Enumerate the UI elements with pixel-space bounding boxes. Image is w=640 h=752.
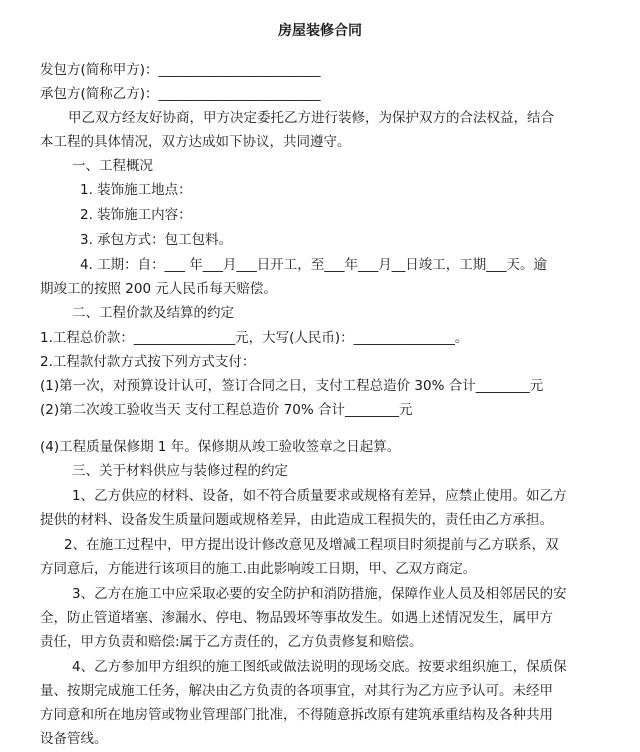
list-item-continuation: 期竣工的按照 200 元人民币每天赔偿。	[40, 281, 277, 297]
paragraph-line: 方同意后，方能进行该项目的施工.由此影响竣工日期，甲、乙双方商定。	[40, 561, 477, 577]
paragraph-line: 责任，甲方负责和赔偿:属于乙方责任的，乙方负责修复和赔偿。	[40, 634, 423, 650]
list-item: 2. 装饰施工内容：	[80, 207, 192, 223]
list-item: 4. 工期：自：___ 年___月___日开工，至___年___月__日竣工，工期___天。逾	[80, 257, 547, 273]
paragraph-line: 2、在施工过程中，甲方提出设计修改意见及增减工程项目时须提前与乙方联系，双	[64, 537, 559, 553]
party-b-line: 承包方(简称乙方)：________________________	[40, 86, 321, 102]
list-item: 2.工程款付款方式按下列方式支付：	[40, 354, 256, 370]
paragraph-line: 全，防止管道堵塞、渗漏水、停电、物品毁坏等事故发生。如遇上述情况发生，属甲方	[40, 610, 553, 626]
list-item: 1. 装饰施工地点：	[80, 182, 192, 198]
party-a-line: 发包方(简称甲方)：________________________	[40, 62, 321, 78]
paragraph-line: 提供的材料、设备发生质量问题或规格差异，由此造成工程损失的，责任由乙方承担。	[40, 512, 553, 528]
paragraph-line: 3、乙方在施工中应采取必要的安全防护和消防措施，保障作业人员及相邻居民的安	[72, 586, 567, 602]
payment-item: (1)第一次，对预算设计认可，签订合同之日，支付工程总造价 30% 合计________元	[40, 378, 544, 394]
document-title: 房屋装修合同	[278, 23, 362, 39]
paragraph-line: 方同意和所在地房管或物业管理部门批准，不得随意拆改原有建筑承重结构及各种共用	[40, 707, 553, 723]
intro-paragraph-line: 本工程的具体情况，双方达成如下协议，共同遵守。	[40, 134, 351, 150]
section-2-heading: 二、工程价款及结算的约定	[72, 305, 234, 321]
paragraph-line: 4、乙方参加甲方组织的施工图纸或做法说明的现场交底。按要求组织施工，保质保	[72, 659, 567, 675]
paragraph-line: 设备管线。	[40, 731, 108, 747]
list-item: 3. 承包方式：包工包料。	[80, 232, 233, 248]
intro-paragraph-line: 甲乙双方经友好协商，甲方决定委托乙方进行装修，为保护双方的合法权益，结合	[68, 110, 554, 126]
paragraph-line: 量、按期完成施工任务，解决由乙方负责的各项事宜，对其行为乙方应予认可。未经甲	[40, 683, 553, 699]
payment-item: (2)第二次竣工验收当天 支付工程总造价 70% 合计________元	[40, 402, 413, 418]
section-1-heading: 一、工程概况	[72, 158, 153, 174]
payment-item: (4)工程质量保修期 1 年。保修期从竣工验收签章之日起算。	[40, 439, 401, 455]
list-item: 1.工程总价款：_______________元，大写(人民币)：_______________。	[40, 330, 469, 346]
paragraph-line: 1、乙方供应的材料、设备，如不符合质量要求或规格有差异，应禁止使用。如乙方	[72, 488, 567, 504]
section-3-heading: 三、关于材料供应与装修过程的约定	[72, 463, 288, 479]
